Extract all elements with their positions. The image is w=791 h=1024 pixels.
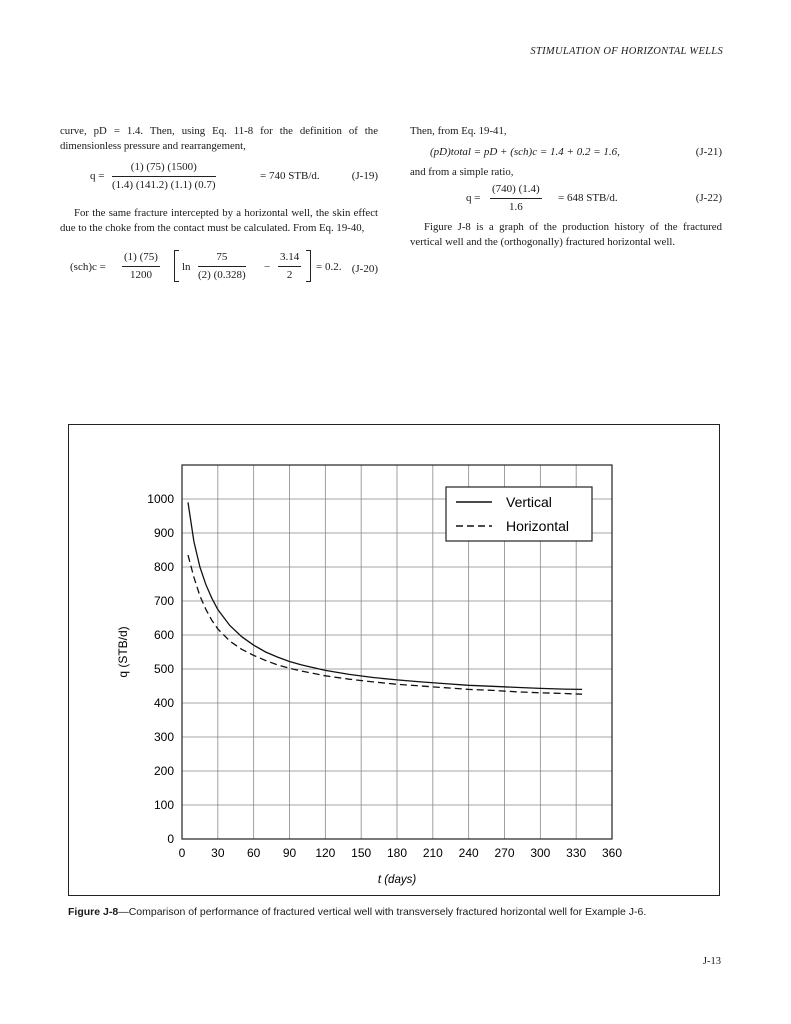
page-number: J-13: [702, 956, 721, 967]
eq-j20-inner-fraction: [198, 250, 246, 283]
eq-j21-number: (J-21): [695, 146, 722, 158]
eq-j20-pi-denominator: 2: [286, 269, 293, 281]
y-tick-label: 800: [153, 560, 174, 574]
y-tick-label: 0: [167, 832, 174, 846]
eq-j19-fraction: [112, 160, 216, 193]
series-line-horizontal: [188, 555, 582, 694]
right-column: [410, 124, 722, 250]
right-paragraph-3: Figure J-8 is a graph of the production history of the fractured vertical well and the (orthogonally) fractured horizontal well.: [410, 221, 722, 248]
x-tick-label: 240: [458, 846, 479, 860]
x-tick-label: 360: [601, 846, 623, 860]
y-tick-label: 300: [153, 730, 174, 744]
x-tick-label: 180: [386, 846, 408, 860]
x-tick-label: 330: [566, 846, 587, 860]
eq-j19-denominator: (1.4) (141.2) (1.1) (0.7): [112, 179, 216, 191]
production-chart: [69, 425, 721, 897]
eq-j20-coef-numerator: (1) (75): [122, 250, 160, 267]
x-tick-label: 0: [178, 846, 186, 860]
x-tick-label: 300: [530, 846, 551, 860]
eq-j20-minus: −: [264, 261, 271, 273]
x-tick-label: 30: [211, 846, 225, 860]
eq-j20-number: (J-20): [351, 263, 378, 275]
legend-horizontal-label: Horizontal: [506, 518, 570, 534]
equation-j21: [410, 139, 722, 165]
eq-j20-right-bracket: [306, 250, 311, 282]
y-tick-labels: [147, 492, 174, 846]
y-tick-label: 400: [153, 696, 174, 710]
eq-j20-coef-denominator: 1200: [129, 269, 152, 281]
y-tick-label: 500: [153, 662, 174, 676]
eq-j20-pi-fraction: [278, 250, 301, 283]
y-tick-label: 200: [153, 764, 174, 778]
x-tick-label: 270: [494, 846, 515, 860]
x-axis-label: t (days): [377, 874, 417, 886]
eq-j20-inner-numerator: 75: [198, 250, 246, 267]
x-tick-label: 120: [315, 846, 336, 860]
x-tick-label: 210: [422, 846, 443, 860]
right-paragraph-1: Then, from Eq. 19-41,: [410, 125, 507, 137]
eq-j20-left-bracket: [174, 250, 179, 282]
figure-frame: [68, 424, 720, 896]
eq-j20-coefficient: [122, 250, 160, 283]
y-tick-label: 700: [153, 594, 174, 608]
equation-j20: [60, 244, 378, 294]
left-paragraph-2: For the same fracture intercepted by a horizontal well, the skin effect due to the choke from the contact must be calculated. From Eq. 19-40,: [60, 207, 378, 234]
caption-text: —Comparison of performance of fractured vertical well with transversely fractured horizontal well for Example J-6.: [118, 906, 647, 918]
eq-j20-rhs: = 0.2.: [316, 261, 342, 273]
eq-j20-lhs: (sch)c =: [70, 261, 106, 273]
y-tick-label: 900: [153, 526, 174, 540]
legend: [446, 487, 592, 541]
left-column: [60, 124, 378, 294]
eq-j22-fraction: [490, 182, 542, 215]
y-tick-label: 600: [153, 628, 174, 642]
y-axis-label: q (STB/d): [116, 626, 130, 678]
legend-vertical-label: Vertical: [506, 494, 552, 510]
eq-j20-inner-denominator: (2) (0.328): [198, 269, 246, 281]
eq-j19-numerator: (1) (75) (1500): [112, 160, 216, 177]
x-tick-label: 150: [351, 846, 372, 860]
right-paragraph-2: and from a simple ratio,: [410, 166, 514, 178]
eq-j19-lhs: q =: [90, 170, 105, 182]
equation-j19: [60, 156, 378, 200]
x-tick-labels: [179, 846, 623, 860]
running-header: STIMULATION OF HORIZONTAL WELLS: [530, 46, 723, 57]
caption-label: Figure J-8: [68, 906, 119, 918]
figure-caption: [68, 906, 646, 918]
eq-j22-lhs: q =: [466, 192, 481, 204]
x-tick-label: 90: [282, 846, 297, 860]
eq-j22-number: (J-22): [695, 192, 722, 204]
eq-j19-rhs: = 740 STB/d.: [260, 170, 320, 182]
eq-j22-denominator: 1.6: [508, 201, 523, 213]
eq-j20-ln: ln: [182, 261, 191, 273]
eq-j22-rhs: = 648 STB/d.: [558, 192, 618, 204]
eq-j21-text: (pD)total = pD + (sch)c = 1.4 + 0.2 = 1.6,: [430, 146, 620, 158]
eq-j19-number: (J-19): [351, 170, 378, 182]
y-tick-label: 1000: [147, 492, 174, 506]
left-paragraph-1: curve, pD = 1.4. Then, using Eq. 11-8 for the definition of the dimensionless pressure and rearrangement,: [60, 125, 378, 152]
x-tick-label: 60: [246, 846, 261, 860]
eq-j22-numerator: (740) (1.4): [490, 182, 542, 199]
eq-j20-pi-numerator: 3.14: [278, 250, 301, 267]
equation-j22: [410, 180, 722, 220]
y-tick-label: 100: [153, 798, 174, 812]
